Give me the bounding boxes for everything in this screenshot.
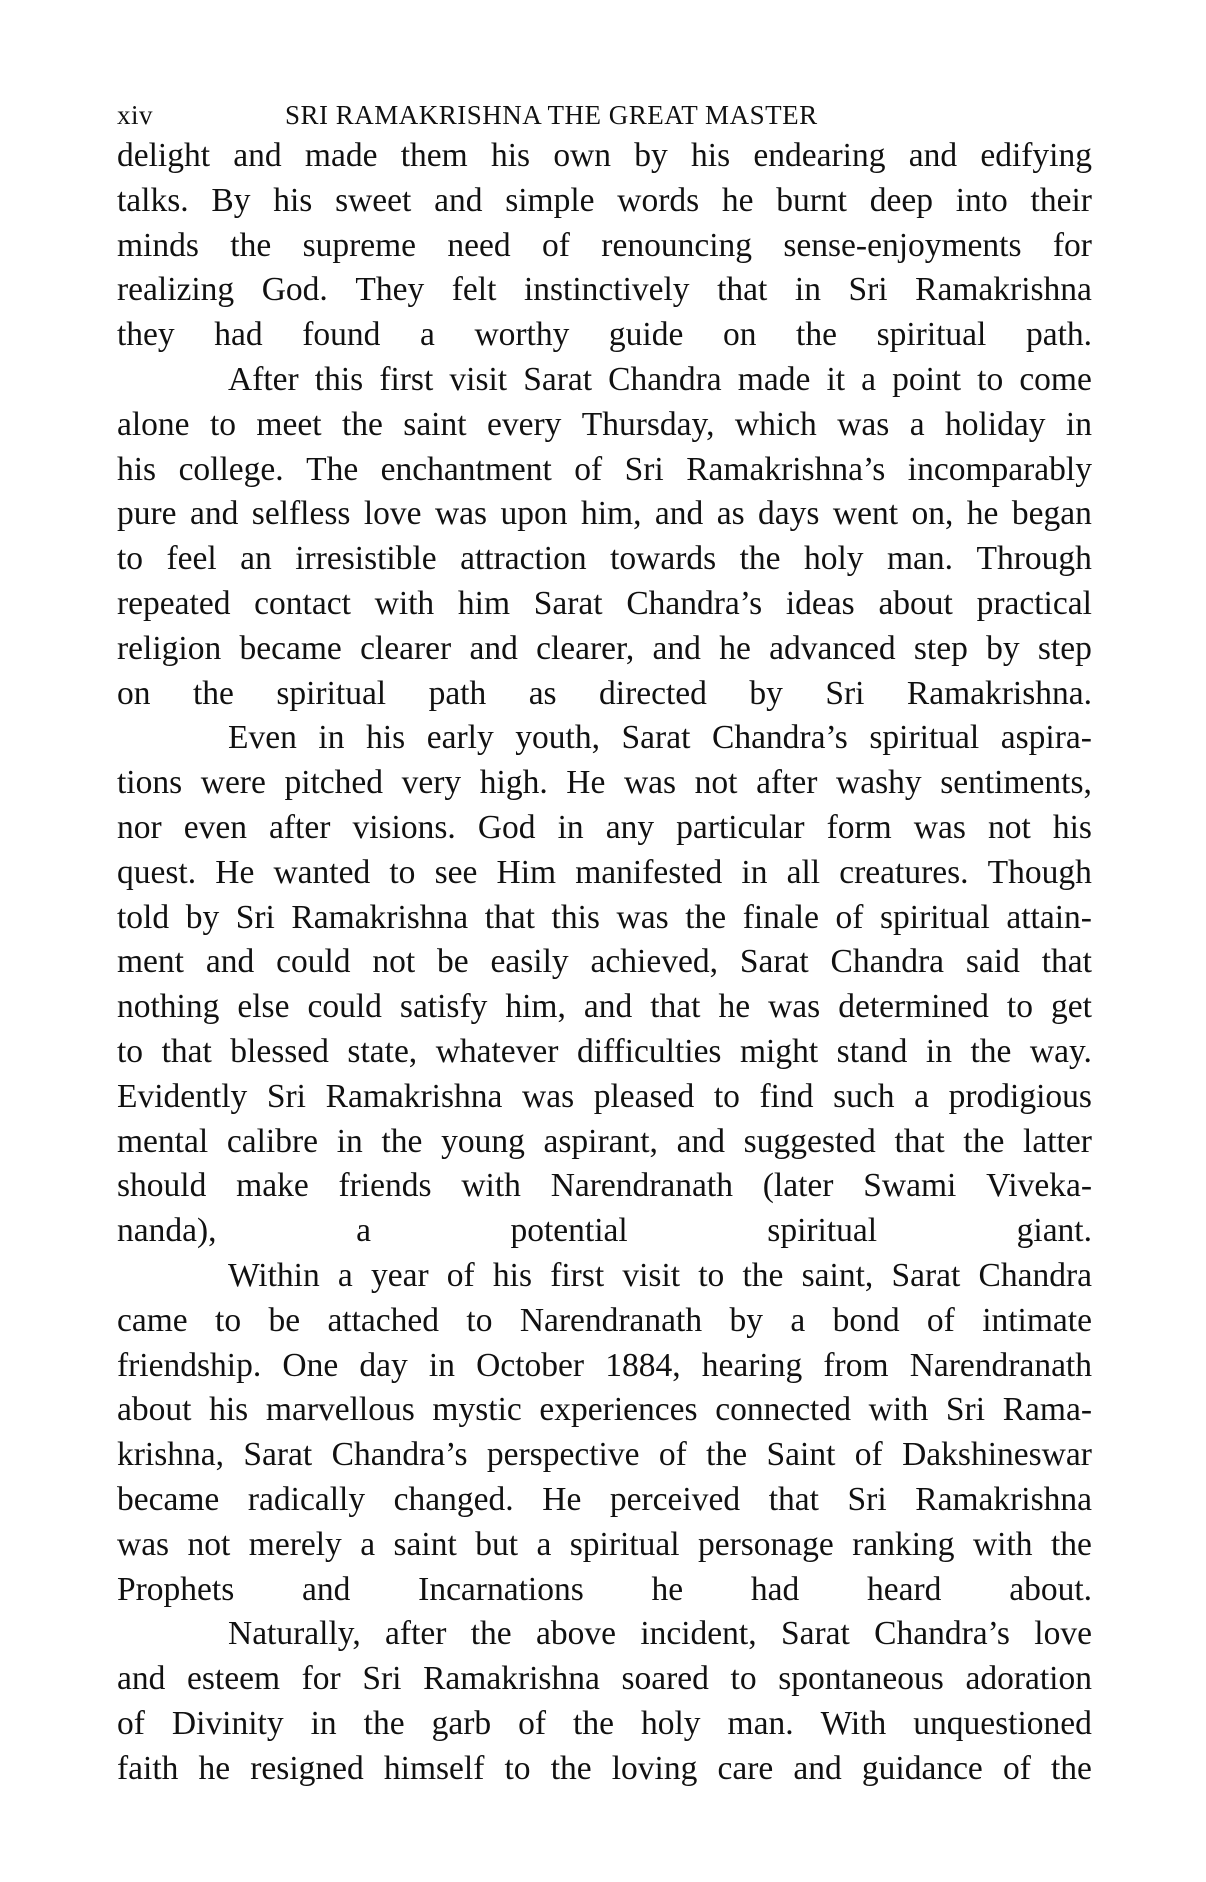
text-line: was not merely a saint but a spiritual personage ranking with the bbox=[117, 1525, 1092, 1563]
text-line: nothing else could satisfy him, and that he was determined to get bbox=[117, 988, 1092, 1026]
text-line: repeated contact with him Sarat Chandra’s ideas about practical bbox=[117, 584, 1092, 622]
text-line: Naturally, after the above incident, Sarat Chandra’s love bbox=[228, 1615, 1092, 1653]
text-line: faith he resigned himself to the loving care and guidance of the bbox=[117, 1749, 1092, 1787]
text-line: should make friends with Narendranath (later Swami Viveka- bbox=[117, 1167, 1092, 1205]
paragraph bbox=[117, 1612, 1092, 1791]
text-line: came to be attached to Narendranath by a bond of intimate bbox=[117, 1301, 1092, 1339]
text-line: nor even after visions. God in any particular form was not his bbox=[117, 808, 1092, 846]
paragraph bbox=[117, 134, 1092, 358]
text-line: to feel an irresistible attraction towards the holy man. Through bbox=[117, 540, 1092, 578]
page-body bbox=[117, 134, 1092, 1791]
paragraph bbox=[117, 1254, 1092, 1612]
page-number: xiv bbox=[117, 100, 154, 130]
text-line: ment and could not be easily achieved, Sarat Chandra said that bbox=[117, 943, 1092, 981]
text-line: they had found a worthy guide on the spiritual path. bbox=[117, 316, 1092, 354]
paragraph bbox=[117, 716, 1092, 1254]
text-line: told by Sri Ramakrishna that this was the finale of spiritual attain- bbox=[117, 898, 1092, 936]
running-header-title: SRI RAMAKRISHNA THE GREAT MASTER bbox=[285, 100, 818, 130]
text-line: quest. He wanted to see Him manifested in all creatures. Though bbox=[117, 853, 1092, 891]
text-line: friendship. One day in October 1884, hearing from Narendranath bbox=[117, 1346, 1092, 1384]
text-line: and esteem for Sri Ramakrishna soared to spontaneous adoration bbox=[117, 1660, 1092, 1698]
text-line: about his marvellous mystic experiences connected with Sri Rama- bbox=[117, 1391, 1092, 1429]
text-line: delight and made them his own by his endearing and edifying bbox=[117, 137, 1092, 174]
paragraph bbox=[117, 358, 1092, 716]
text-line: minds the supreme need of renouncing sense-enjoyments for bbox=[117, 226, 1092, 264]
text-line: became radically changed. He perceived that Sri Ramakrishna bbox=[117, 1480, 1092, 1518]
text-line: After this first visit Sarat Chandra made it a point to come bbox=[228, 360, 1092, 398]
text-line: tions were pitched very high. He was not after washy sentiments, bbox=[117, 764, 1092, 802]
text-line: religion became clearer and clearer, and he advanced step by step bbox=[117, 629, 1092, 667]
text-line: Within a year of his first visit to the saint, Sarat Chandra bbox=[228, 1256, 1092, 1294]
text-line: of Divinity in the garb of the holy man. With unquestioned bbox=[117, 1704, 1092, 1742]
text-line: on the spiritual path as directed by Sri Ramakrishna. bbox=[117, 674, 1092, 712]
text-line: mental calibre in the young aspirant, and suggested that the latter bbox=[117, 1122, 1092, 1160]
text-line: alone to meet the saint every Thursday, which was a holiday in bbox=[117, 405, 1092, 443]
text-line: realizing God. They felt instinctively that in Sri Ramakrishna bbox=[117, 271, 1092, 309]
text-line: Evidently Sri Ramakrishna was pleased to find such a prodigious bbox=[117, 1077, 1092, 1115]
text-line: nanda), a potential spiritual giant. bbox=[117, 1212, 1092, 1250]
text-line: talks. By his sweet and simple words he burnt deep into their bbox=[117, 181, 1092, 219]
text-line: pure and selfless love was upon him, and as days went on, he began bbox=[117, 495, 1092, 533]
text-line: Even in his early youth, Sarat Chandra’s spiritual aspira- bbox=[228, 719, 1092, 757]
text-line: his college. The enchantment of Sri Ramakrishna’s incomparably bbox=[117, 450, 1092, 488]
text-line: krishna, Sarat Chandra’s perspective of the Saint of Dakshineswar bbox=[117, 1436, 1092, 1474]
text-line: to that blessed state, whatever difficulties might stand in the way. bbox=[117, 1032, 1092, 1070]
text-line: Prophets and Incarnations he had heard about. bbox=[117, 1570, 1092, 1608]
